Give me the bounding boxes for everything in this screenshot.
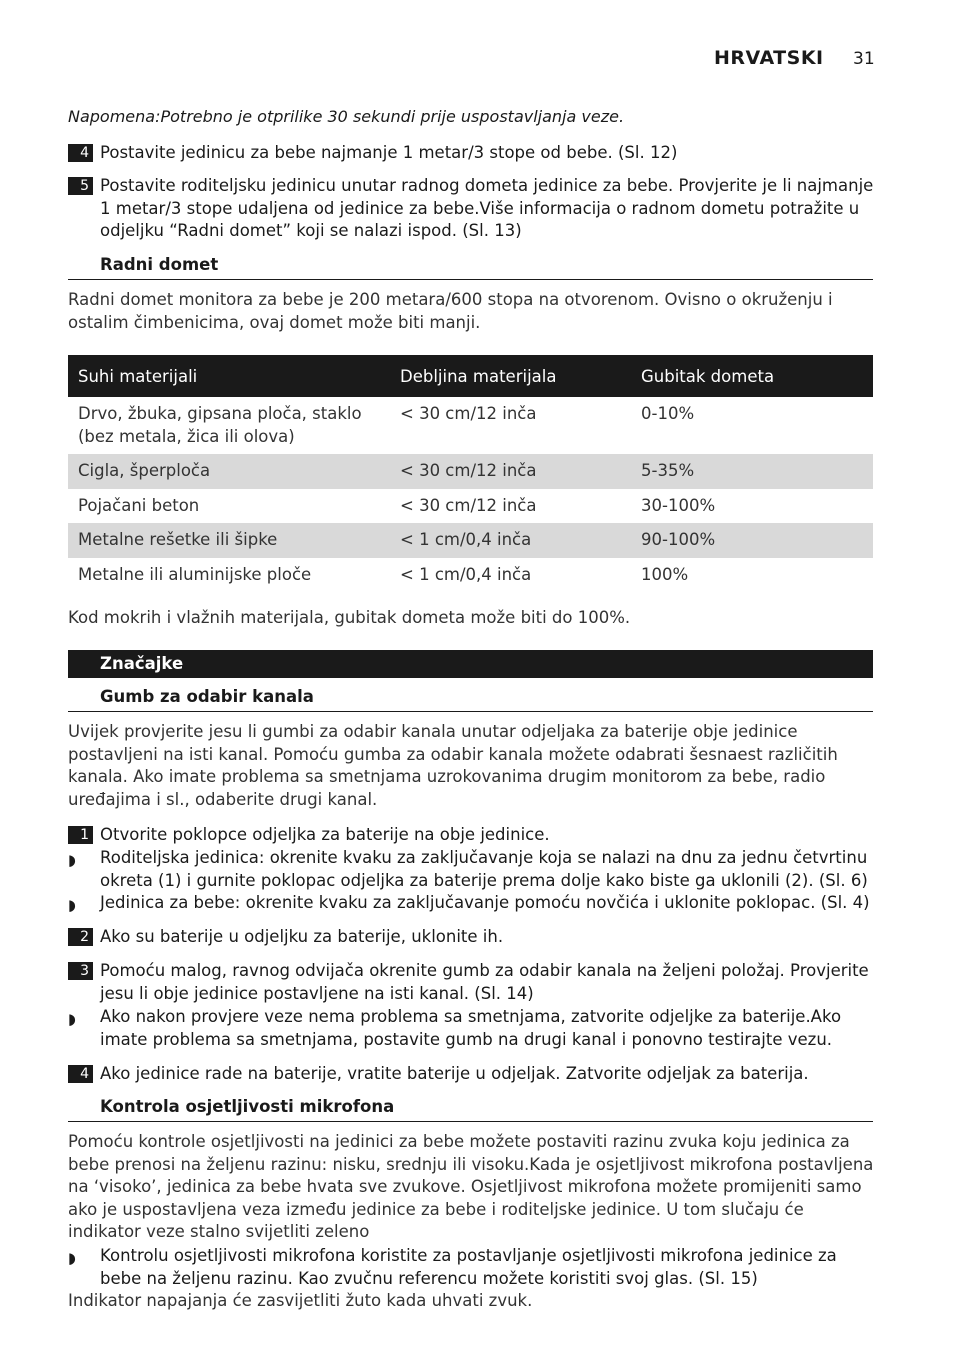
column-header: Debljina materijala [390, 355, 631, 397]
note: Napomena:Potrebno je otprilike 30 sekundi prije uspostavljanja veze. [68, 107, 625, 126]
table-cell: 5-35% [631, 454, 873, 489]
step-number: 2 [68, 928, 93, 946]
step-number: 4 [68, 1065, 93, 1083]
column-header: Gubitak dometa [631, 355, 873, 397]
table-cell: 100% [641, 564, 689, 584]
table-header-row [68, 355, 873, 397]
section-bar-features [68, 650, 873, 678]
channel-intro: Uvijek provjerite jesu li gumbi za odabir kanala unutar odjeljaka za baterije obje jedinice postavljeni na isti kanal. Pomoću gumba za odabir kanala možete odabrati šesnaest različitih kanala. Ako imate problema sa smetnjama uzrokovanima drugim monitorom za bebe, radio uređajima i sl., odaberite drugi kanal. [68, 722, 838, 809]
channel-step-3 [68, 960, 874, 1005]
table-row [68, 523, 873, 558]
step-4-top [68, 142, 874, 165]
step-text: Ako su baterije u odjeljku za baterije, uklonite ih. [100, 927, 504, 946]
range-footer: Kod mokrih i vlažnih materijala, gubitak dometa može biti do 100%. [68, 608, 631, 627]
bullet-icon: ◗ [68, 896, 76, 914]
table-row [68, 454, 873, 489]
table-cell: Metalne ili aluminijske ploče [78, 564, 312, 584]
table-row [68, 558, 873, 593]
bullet-text: Ako nakon provjere veze nema problema sa smetnjama, zatvorite odjeljke za baterije.Ako imate problema sa smetnjama, postavite gumb na drugi kanal i ponovno testirajte vezu. [100, 1007, 842, 1049]
table-cell: Pojačani beton [78, 495, 200, 515]
bullet-icon: ◗ [68, 1010, 76, 1028]
table-cell: < 30 cm/12 inča [400, 495, 537, 515]
page-number: 31 [853, 49, 875, 69]
step-text: Postavite jedinicu za bebe najmanje 1 metar/3 stope od bebe. (Sl. 12) [100, 143, 678, 162]
bullet-text: Roditeljska jedinica: okrenite kvaku za zaključavanje koja se nalazi na dnu za jednu četvrtinu okreta (1) i gurnite poklopac odjeljka za baterije prema dolje kako biste ga uklonili (2). (Sl. 6) [100, 848, 868, 890]
mic-bullet [68, 1245, 874, 1290]
range-heading: Radni domet [100, 255, 219, 274]
channel-step-1 [68, 824, 874, 847]
channel-step-4 [68, 1063, 874, 1086]
table-cell: < 1 cm/0,4 inča [390, 523, 631, 558]
step-5-top [68, 175, 874, 243]
bullet-text: Jedinica za bebe: okrenite kvaku za zaključavanje pomoću novčića i uklonite poklopac. (Sl. 4) [100, 893, 870, 912]
step-number: 5 [68, 177, 93, 195]
mic-heading: Kontrola osjetljivosti mikrofona [100, 1097, 395, 1116]
step-text: Otvorite poklopce odjeljka za baterije na obje jedinice. [100, 825, 550, 844]
table-cell: 0-10% [641, 404, 695, 423]
table-cell: 90-100% [631, 523, 873, 558]
mic-intro: Pomoću kontrole osjetljivosti na jedinici za bebe možete postaviti razinu zvuka koju jedinica za bebe prenosi na željenu razinu: nisku, srednju ili visoku.Kada je osjetljivost mikrofona postavljena na ‘visoko’, jedinica za bebe hvata sve zvukove. Osjetljivost mikrofona možete promijeniti samo ako je uspostavljena veza između jedinice za bebe i roditeljske jedinice. U tom slučaju će indikator veze stalno svijetliti zeleno [68, 1132, 874, 1241]
section-title: Značajke [100, 654, 184, 673]
step-number: 1 [68, 826, 93, 844]
channel-step-2 [68, 926, 874, 949]
table-cell: Cigla, šperploča [68, 454, 390, 489]
table-row [68, 397, 873, 454]
table-cell: < 30 cm/12 inča [390, 454, 631, 489]
channel-heading: Gumb za odabir kanala [100, 687, 314, 706]
divider [68, 1121, 873, 1122]
table-cell: Metalne rešetke ili šipke [68, 523, 390, 558]
divider [68, 279, 873, 280]
step-text: Postavite roditeljsku jedinicu unutar radnog dometa jedinice za bebe. Provjerite je li najmanje 1 metar/3 stope udaljena od jedinice za bebe.Više informacija o radnom dometu potražite u odjeljku “Radni domet” koji se nalazi ispod. (Sl. 13) [100, 176, 874, 240]
column-header: Suhi materijali [68, 355, 390, 397]
channel-bullet-2 [68, 892, 874, 915]
table-row [68, 489, 873, 524]
step-number: 3 [68, 962, 93, 980]
bullet-icon: ◗ [68, 1249, 76, 1267]
step-text: Ako jedinice rade na baterije, vratite baterije u odjeljak. Zatvorite odjeljak za baterija. [100, 1064, 809, 1083]
mic-footer: Indikator napajanja će zasvijetliti žuto kada uhvati zvuk. [68, 1291, 533, 1310]
table-cell: < 30 cm/12 inča [400, 404, 537, 423]
step-text: Pomoću malog, ravnog odvijača okrenite gumb za odabir kanala na željeni položaj. Provjerite jesu li obje jedinice postavljene na isti kanal. (Sl. 14) [100, 961, 869, 1003]
bullet-text: Kontrolu osjetljivosti mikrofona koristite za postavljanje osjetljivosti mikrofona jedinice za bebe na željenu razinu. Kao zvučnu referencu možete koristiti svoj glas. (Sl. 15) [100, 1246, 837, 1288]
table-cell: < 1 cm/0,4 inča [400, 564, 532, 584]
divider [68, 711, 873, 712]
bullet-icon: ◗ [68, 851, 76, 869]
range-table [68, 355, 873, 592]
channel-bullet-1 [68, 847, 874, 892]
table-cell: Drvo, žbuka, gipsana ploča, staklo (bez metala, žica ili olova) [78, 404, 362, 446]
channel-bullet-3 [68, 1006, 874, 1051]
step-number: 4 [68, 144, 93, 162]
header-language: HRVATSKI [714, 47, 824, 69]
range-intro: Radni domet monitora za bebe je 200 metara/600 stopa na otvorenom. Ovisno o okruženju i ostalim čimbenicima, ovaj domet može biti manji. [68, 290, 833, 332]
table-cell: 30-100% [641, 495, 716, 515]
